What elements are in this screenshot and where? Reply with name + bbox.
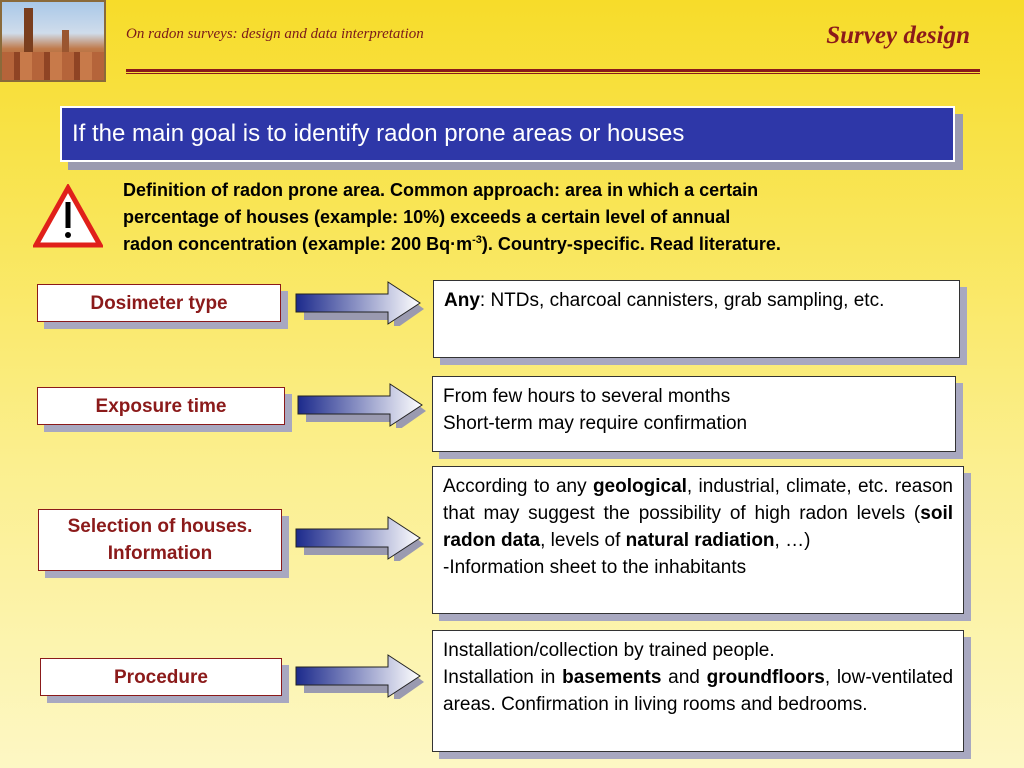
info-text: According to any <box>443 476 593 497</box>
header-photo-logo <box>0 0 106 82</box>
info-text: Installation in <box>443 667 563 688</box>
label-text: Procedure <box>114 666 208 688</box>
info-emphasis: geological <box>592 476 687 497</box>
label-text: Information <box>107 543 213 564</box>
info-emphasis: basements <box>562 667 662 688</box>
label-text: Exposure time <box>95 395 227 417</box>
info-line: From few hours to several months <box>443 386 731 407</box>
info-text: , levels of <box>540 530 626 551</box>
arrow-right-icon <box>294 515 426 561</box>
definition-line-1: Definition of radon prone area. Common approach: area in which a certain <box>123 180 759 200</box>
goal-banner: If the main goal is to identify radon prone areas or houses <box>60 106 955 162</box>
slide-title: Survey design <box>826 22 970 49</box>
info-emphasis: Any <box>444 290 480 311</box>
info-dosimeter-type <box>433 280 960 358</box>
definition-text: ). Country-specific. Read literature. <box>481 234 781 254</box>
info-exposure-time <box>432 376 956 452</box>
roofs-shape <box>2 52 104 80</box>
info-procedure <box>432 630 964 752</box>
definition-line-3 <box>123 231 983 258</box>
info-line: Short-term may require confirmation <box>443 413 748 434</box>
arrow-right-icon <box>296 382 428 428</box>
label-selection-of-houses <box>38 509 282 571</box>
label-procedure <box>40 658 282 696</box>
definition-superscript: -3 <box>472 234 482 246</box>
info-selection-of-houses <box>432 466 964 614</box>
info-line: -Information sheet to the inhabitants <box>443 557 747 578</box>
info-text: and <box>661 667 707 688</box>
info-paragraph <box>443 473 953 554</box>
info-emphasis: soil radon data <box>443 503 953 551</box>
arrow-right-icon <box>294 280 426 326</box>
label-text: Dosimeter type <box>90 292 228 314</box>
presentation-subtitle: On radon surveys: design and data interpretation <box>126 26 424 42</box>
arrow-right-icon <box>294 653 426 699</box>
definition-text: radon concentration (example: 200 Bq·m <box>123 234 473 254</box>
info-text: : NTDs, charcoal cannisters, grab sampling, etc. <box>479 290 885 311</box>
info-line: Installation/collection by trained people. <box>443 640 775 661</box>
header-divider <box>126 69 980 74</box>
info-text: , …) <box>774 530 811 551</box>
info-emphasis: groundfloors <box>706 667 825 688</box>
label-dosimeter-type <box>37 284 281 322</box>
label-exposure-time <box>37 387 285 425</box>
warning-triangle-icon <box>33 184 103 248</box>
label-text: Selection of houses. <box>67 516 253 537</box>
definition-line-2: percentage of houses (example: 10%) exceeds a certain level of annual <box>123 207 731 227</box>
info-text: , low-ventilated areas. Confirmation in living rooms and bedrooms. <box>443 667 954 715</box>
info-paragraph <box>443 664 953 718</box>
radon-prone-definition <box>123 177 983 258</box>
info-text: , industrial, climate, etc. reason that may suggest the possibility of high radon levels ( <box>443 476 953 524</box>
info-emphasis: natural radiation <box>625 530 775 551</box>
